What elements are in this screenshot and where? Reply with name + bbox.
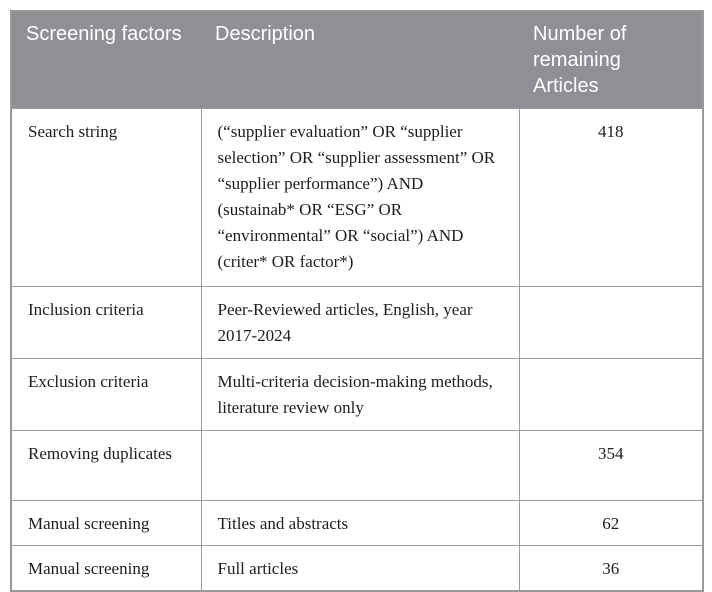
table-row: [11, 546, 703, 592]
cell-factor: Manual screening: [11, 501, 201, 546]
table-row: [11, 501, 703, 546]
table-row: [11, 109, 703, 287]
cell-description: Peer-Reviewed articles, English, year 2017-2024: [201, 287, 519, 359]
cell-count: [519, 359, 703, 431]
table-row: [11, 359, 703, 431]
cell-factor: Search string: [11, 109, 201, 287]
cell-description: [201, 431, 519, 501]
cell-factor: Inclusion criteria: [11, 287, 201, 359]
cell-factor: Manual screening: [11, 546, 201, 592]
cell-factor: Exclusion criteria: [11, 359, 201, 431]
cell-description: Full articles: [201, 546, 519, 592]
cell-description: Multi-criteria decision-making methods, literature review only: [201, 359, 519, 431]
cell-count: [519, 287, 703, 359]
screening-table: [10, 10, 704, 592]
cell-count: 354: [519, 431, 703, 501]
cell-description: Titles and abstracts: [201, 501, 519, 546]
cell-count: 62: [519, 501, 703, 546]
cell-factor: Removing duplicates: [11, 431, 201, 501]
cell-count: 36: [519, 546, 703, 592]
header-row: [11, 11, 703, 109]
table-body: [11, 109, 703, 592]
table-header: [11, 11, 703, 109]
column-header-description: Description: [201, 11, 519, 109]
table-row: [11, 431, 703, 501]
cell-count: 418: [519, 109, 703, 287]
column-header-remaining-articles: Number of remaining Articles: [519, 11, 703, 109]
cell-description: (“supplier evaluation” OR “supplier selection” OR “supplier assessment” OR “supplier performance”) AND (sustainab* OR “ESG” OR “environmental” OR “social”) AND (criter* OR factor*): [201, 109, 519, 287]
table-row: [11, 287, 703, 359]
column-header-screening-factors: Screening factors: [11, 11, 201, 109]
